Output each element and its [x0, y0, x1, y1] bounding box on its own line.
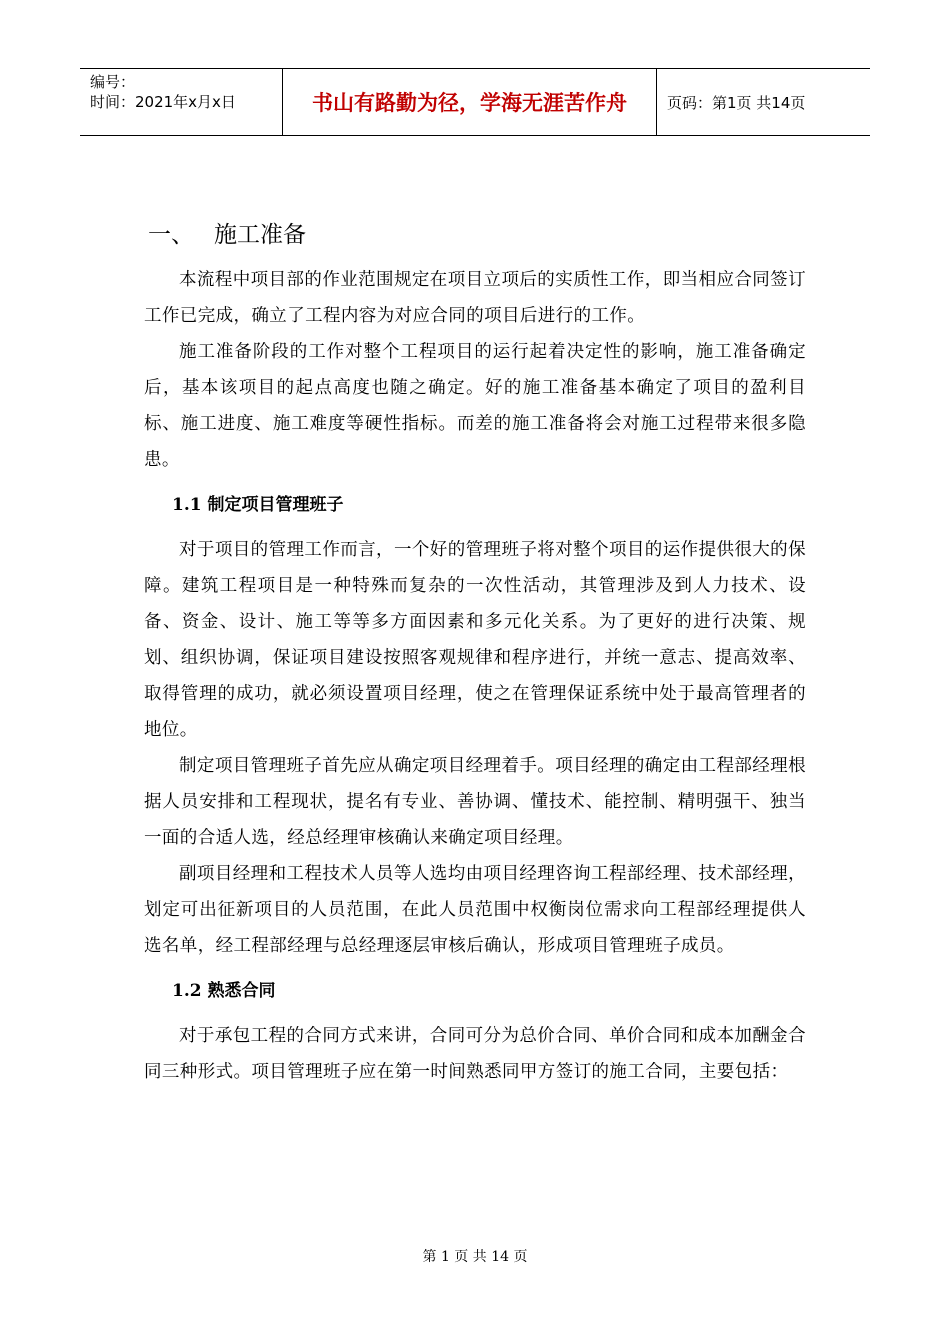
body-paragraph: 副项目经理和工程技术人员等人选均由项目经理咨询工程部经理、技术部经理，划定可出征新项目的人员范围，在此人员范围中权衡岗位需求向工程部经理提供人选名单，经工程部经理与总经理逐层审核后确认，形成项目管理班子成员。 [144, 864, 806, 956]
document-body [144, 212, 806, 1090]
header-meta [80, 69, 282, 135]
date-label: 时间：2021年x月x日 [90, 93, 236, 111]
section-title: 施工准备 [214, 222, 306, 248]
body-paragraph: 对于承包工程的合同方式来讲，合同可分为总价合同、单价合同和成本加酬金合同三种形式。项目管理班子应在第一时间熟悉同甲方签订的施工合同，主要包括： [144, 1026, 806, 1082]
subsection-heading: 1.2 熟悉合同 [172, 981, 276, 1001]
page-footer: 第 1 页 共 14 页 [422, 1249, 528, 1265]
serial-label: 编号： [90, 73, 136, 91]
subsection-heading: 1.1 制定项目管理班子 [172, 495, 344, 515]
intro-paragraph: 施工准备阶段的工作对整个工程项目的运行起着决定性的影响，施工准备确定后，基本该项目的起点高度也随之确定。好的施工准备基本确定了项目的盈利目标、施工进度、施工难度等硬性指标。而差的施工准备将会对施工过程带来很多隐患。 [144, 342, 806, 470]
body-paragraph: 对于项目的管理工作而言，一个好的管理班子将对整个项目的运作提供很大的保障。建筑工程项目是一种特殊而复杂的一次性活动，其管理涉及到人力技术、设备、资金、设计、施工等等多方面因素和多元化关系。为了更好的进行决策、规划、组织协调，保证项目建设按照客观规律和程序进行，并统一意志、提高效率、取得管理的成功，就必须设置项目经理，使之在管理保证系统中处于最高管理者的地位。 [144, 540, 806, 740]
body-paragraph: 制定项目管理班子首先应从确定项目经理着手。项目经理的确定由工程部经理根据人员安排和工程现状，提名有专业、善协调、懂技术、能控制、精明强干、独当一面的合适人选，经总经理审核确认来确定项目经理。 [144, 756, 806, 848]
header-motto: 书山有路勤为径，学海无涯苦作舟 [282, 69, 657, 135]
intro-paragraph: 本流程中项目部的作业范围规定在项目立项后的实质性工作，即当相应合同签订工作已完成，确立了工程内容为对应合同的项目后进行的工作。 [144, 270, 806, 326]
section-heading [148, 212, 806, 258]
page-header [80, 68, 870, 136]
header-page-info: 页码：第1页 共14页 [667, 93, 806, 112]
section-number: 一、 [148, 222, 194, 248]
